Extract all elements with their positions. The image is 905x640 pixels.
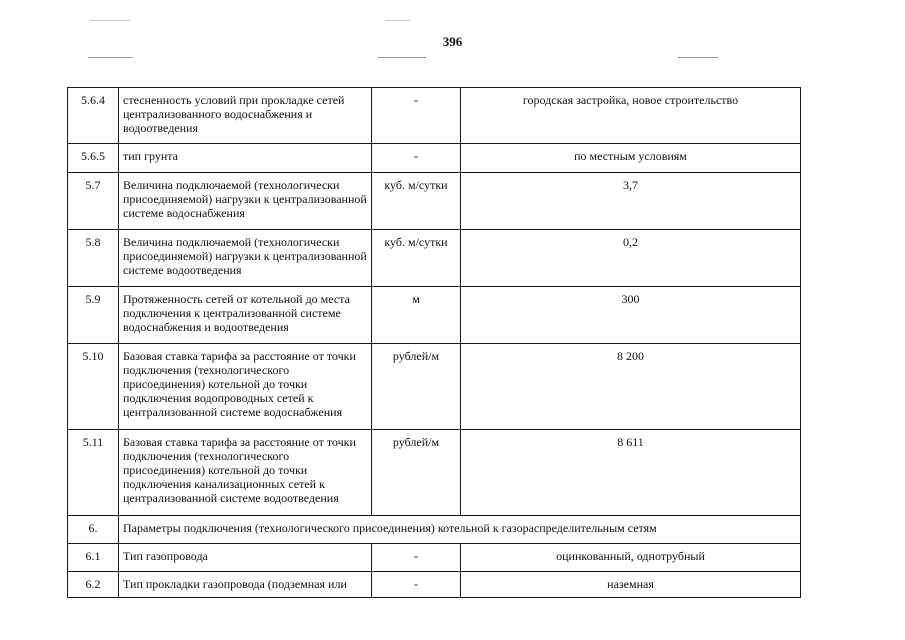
unit-of-measure: куб. м/сутки [372,173,461,230]
page-number: 396 [442,34,463,49]
table-row [68,430,801,516]
row-number: 5.10 [68,344,119,430]
unit-of-measure: - [372,544,461,572]
parameter-value: 3,7 [461,173,801,230]
unit-of-measure: - [372,572,461,598]
table-row [68,572,801,598]
parameter-name: Базовая ставка тарифа за расстояние от точки подключения (технологического присоединения) котельной до точки подключения канализационных сетей к централизованной системе водоотведения [119,430,372,516]
scan-mark [378,57,426,58]
scan-mark [678,57,718,58]
parameter-name: Величина подключаемой (технологически присоединяемой) нагрузки к централизованной системе водоотведения [119,230,372,287]
unit-of-measure: куб. м/сутки [372,230,461,287]
parameter-value: городская застройка, новое строительство [461,88,801,144]
parameter-value: наземная [461,572,801,598]
table-row [68,173,801,230]
table-body [68,88,801,598]
unit-of-measure: - [372,88,461,144]
scan-mark [385,20,410,21]
parameter-value: по местным условиям [461,144,801,173]
unit-of-measure: рублей/м [372,344,461,430]
parameter-value: оцинкованный, однотрубный [461,544,801,572]
section-row [68,516,801,544]
parameter-name: Базовая ставка тарифа за расстояние от точки подключения (технологического присоединения) котельной до точки подключения водопроводных сетей к централизованной системе водоснабжения [119,344,372,430]
row-number: 5.6.5 [68,144,119,173]
unit-of-measure: м [372,287,461,344]
table-row [68,88,801,144]
row-number: 5.6.4 [68,88,119,144]
table-row [68,544,801,572]
section-number: 6. [68,516,119,544]
section-title: Параметры подключения (технологического присоединения) котельной к газораспределительным сетям [119,516,801,544]
unit-of-measure: - [372,144,461,173]
table-row [68,287,801,344]
parameter-value: 8 200 [461,344,801,430]
unit-of-measure: рублей/м [372,430,461,516]
parameter-name: Тип газопровода [119,544,372,572]
row-number: 5.8 [68,230,119,287]
table-row [68,230,801,287]
parameter-value: 8 611 [461,430,801,516]
row-number: 5.7 [68,173,119,230]
parameters-table-wrapper [67,87,800,598]
parameter-name: Протяженность сетей от котельной до места подключения к централизованной системе водоснабжения и водоотведения [119,287,372,344]
parameter-name: Тип прокладки газопровода (подземная или [119,572,372,598]
scan-mark [88,57,133,58]
parameter-name: Величина подключаемой (технологически присоединяемой) нагрузки к централизованной системе водоснабжения [119,173,372,230]
parameters-table [67,87,801,598]
row-number: 5.11 [68,430,119,516]
table-row [68,144,801,173]
scan-mark [90,20,130,21]
parameter-name: стесненность условий при прокладке сетей централизованного водоснабжения и водоотведения [119,88,372,144]
parameter-value: 0,2 [461,230,801,287]
table-row [68,344,801,430]
row-number: 6.2 [68,572,119,598]
row-number: 5.9 [68,287,119,344]
parameter-value: 300 [461,287,801,344]
parameter-name: тип грунта [119,144,372,173]
row-number: 6.1 [68,544,119,572]
